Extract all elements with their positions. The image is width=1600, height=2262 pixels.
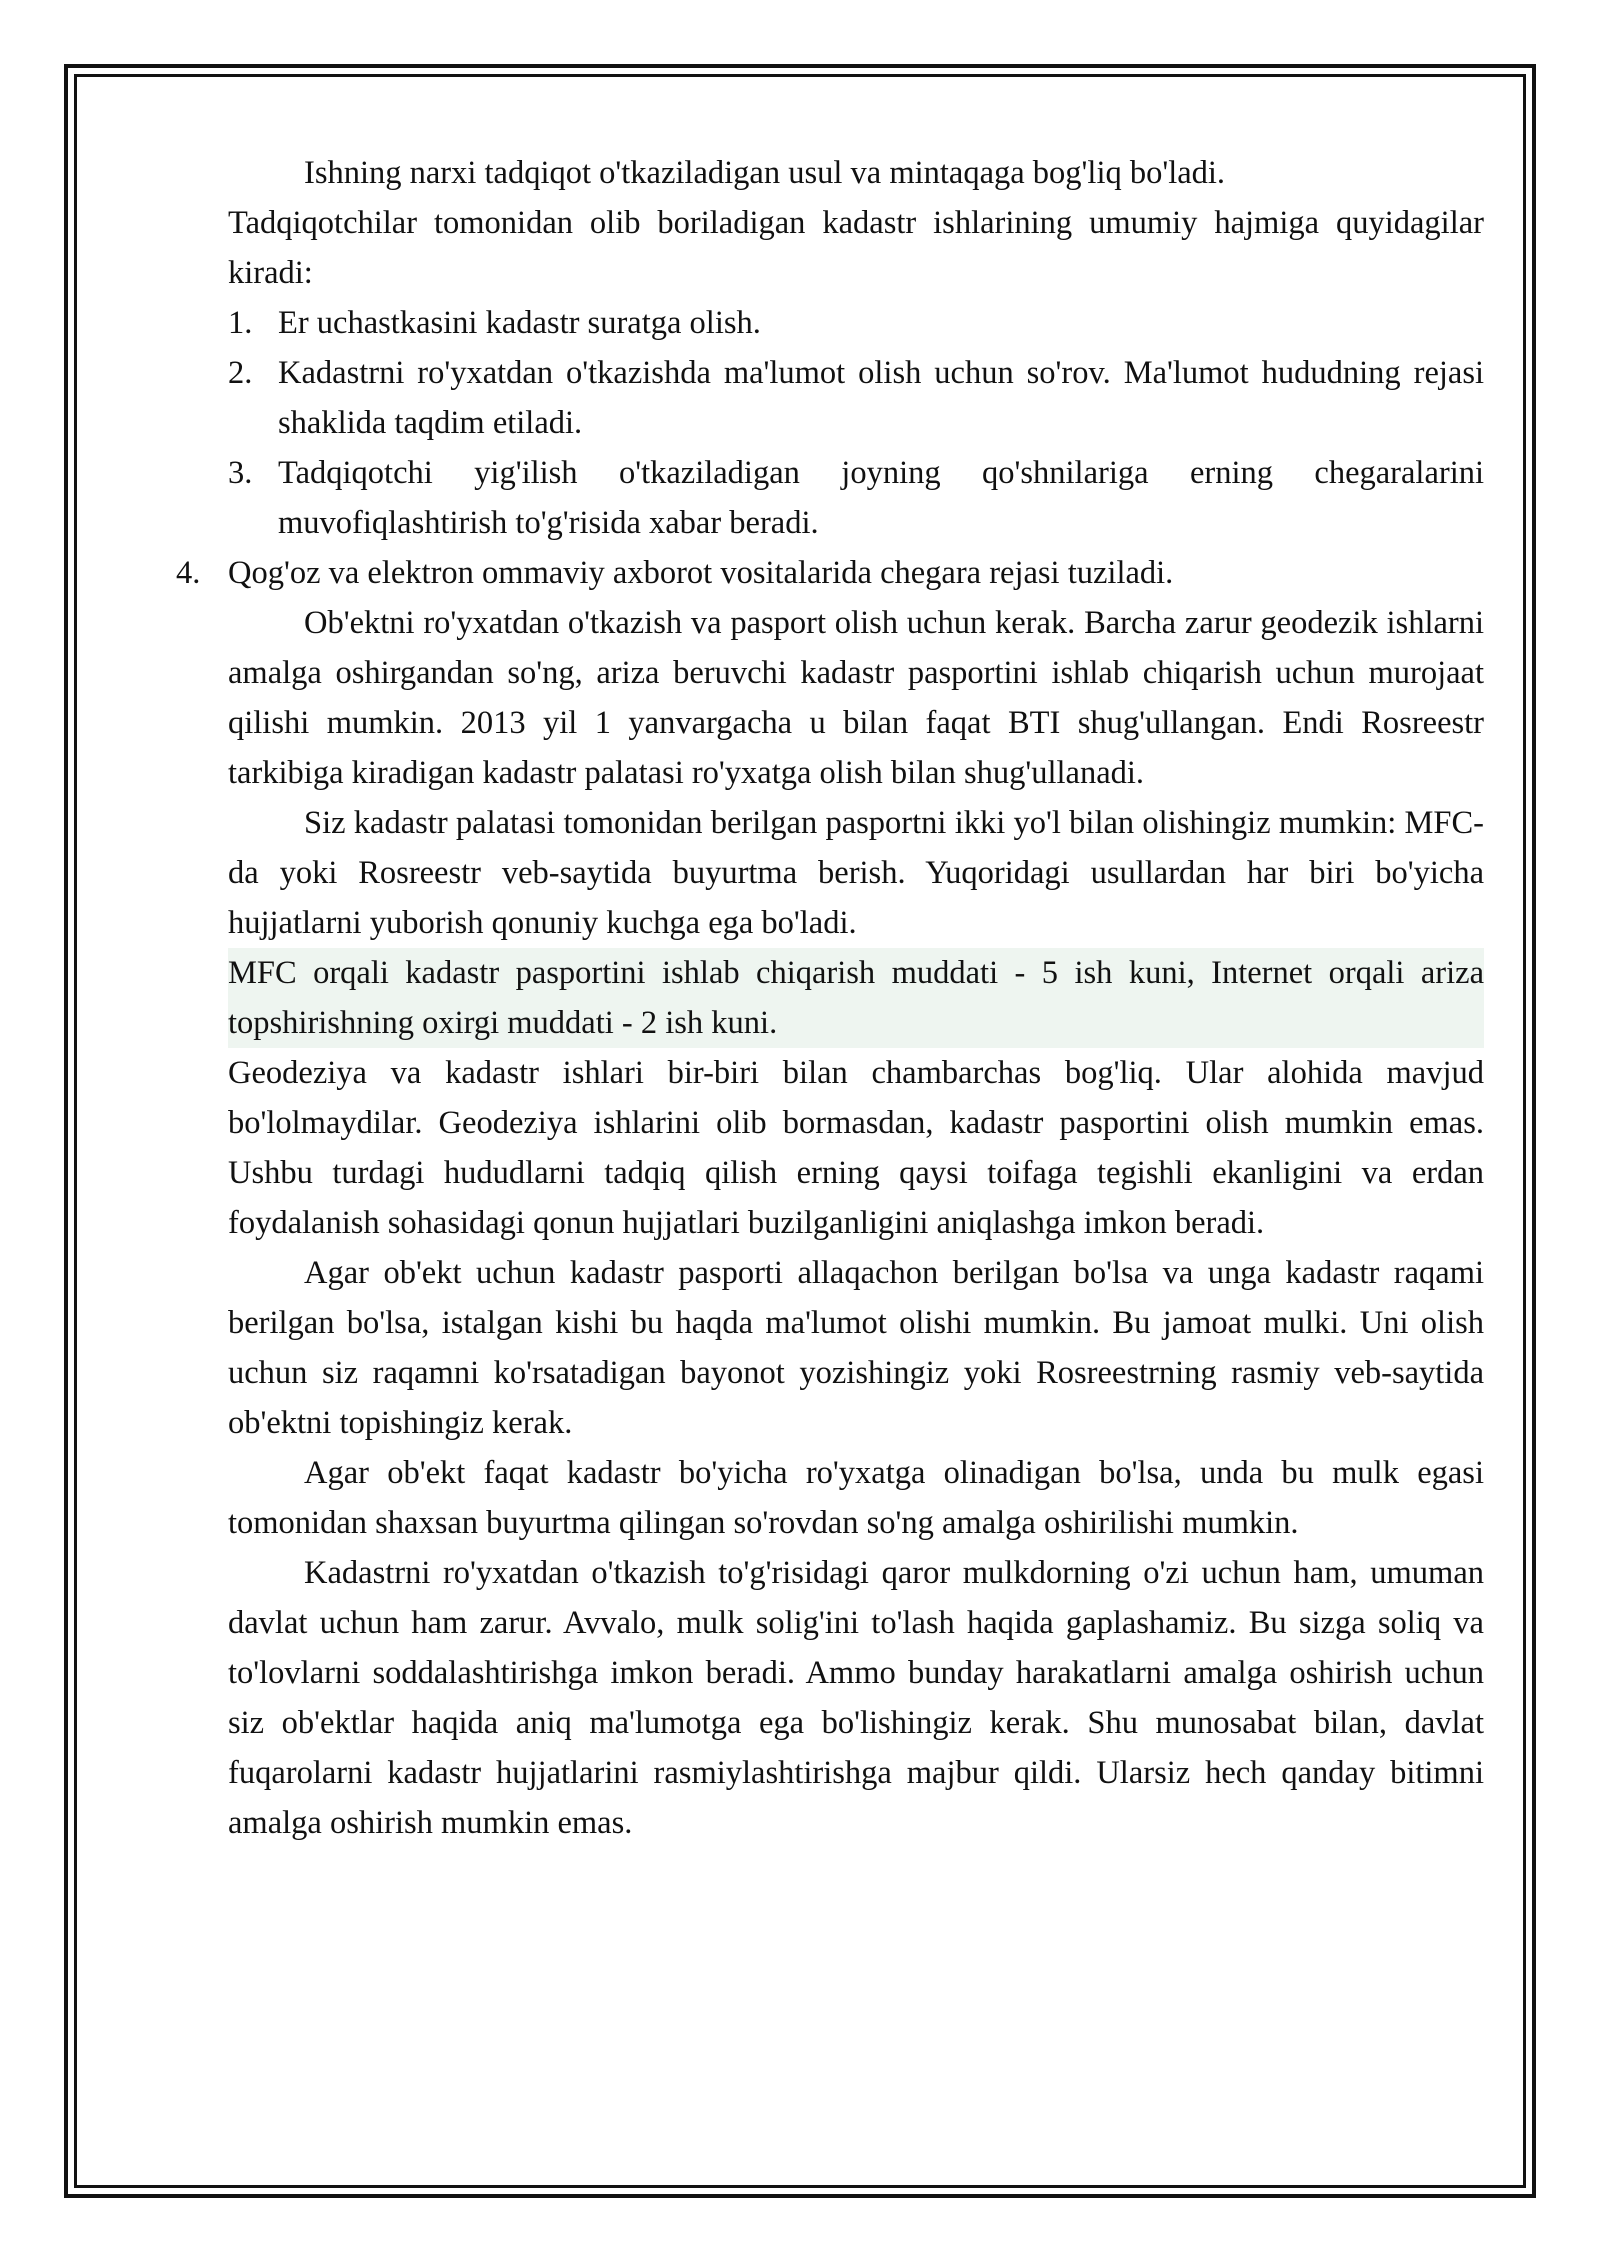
work-list-continued xyxy=(176,548,1484,598)
paragraph-two-ways: Siz kadastr palatasi tomonidan berilgan pasportni ikki yo'l bilan olishingiz mumkin: MFC-da yoki Rosreestr veb-saytida buyurtma berish. Yuqoridagi usullardan har biri bo'yicha hujjatlarni yuborish qonuniy kuchga ega bo'ladi. xyxy=(228,805,1484,941)
list-item-number: 3. xyxy=(228,455,253,491)
paragraph-deadline: MFC orqali kadastr pasportini ishlab chiqarish muddati - 5 ish kuni, Internet orqali ariza topshirishning oxirgi muddati - 2 ish kuni. xyxy=(228,948,1484,1048)
list-item-number: 2. xyxy=(228,355,253,391)
list-item xyxy=(228,298,1484,348)
paragraph-public-info: Agar ob'ekt uchun kadastr pasporti allaqachon berilgan bo'lsa va unga kadastr raqami berilgan bo'lsa, istalgan kishi bu haqda ma'lumot olishi mumkin. Bu jamoat mulki. Uni olish uchun siz raqamni ko'rsatadigan bayonot yozishingiz yoki Rosreestrning rasmiy veb-saytida ob'ektni topishingiz kerak. xyxy=(228,1255,1484,1441)
list-item xyxy=(176,548,1484,598)
paragraph-passport: Ob'ektni ro'yxatdan o'tkazish va pasport olish uchun kerak. Barcha zarur geodezik ishlarni amalga oshirgandan so'ng, ariza beruvchi kadastr pasportini ishlab chiqarish uchun murojaat qilishi mumkin. 2013 yil 1 yanvargacha u bilan faqat BTI shug'ullangan. Endi Rosreestr tarkibiga kiradigan kadastr palatasi ro'yxatga olish bilan shug'ullanadi. xyxy=(228,605,1484,791)
list-item-text: Tadqiqotchi yig'ilish o'tkaziladigan joyning qo'shnilariga erning chegaralarini muvofiqlashtirish to'g'risida xabar beradi. xyxy=(278,455,1484,541)
work-list xyxy=(228,298,1484,548)
intro-sentence: Ishning narxi tadqiqot o'tkaziladigan usul va mintaqaga bog'liq bo'ladi. xyxy=(304,155,1226,191)
list-item xyxy=(228,348,1484,448)
intro-lead: Tadqiqotchilar tomonidan olib boriladigan kadastr ishlarining umumiy hajmiga quyidagilar kiradi: xyxy=(228,205,1484,291)
list-item-text: Kadastrni ro'yxatdan o'tkazishda ma'lumot olish uchun so'rov. Ma'lumot hududning rejasi shaklida taqdim etiladi. xyxy=(278,355,1484,441)
paragraph-owner: Agar ob'ekt faqat kadastr bo'yicha ro'yxatga olinadigan bo'lsa, unda bu mulk egasi tomonidan shaxsan buyurtma qilingan so'rovdan so'ng amalga oshirilishi mumkin. xyxy=(228,1455,1484,1541)
document-body xyxy=(176,148,1484,1848)
list-item xyxy=(228,448,1484,548)
list-item-text: Er uchastkasini kadastr suratga olish. xyxy=(278,305,761,341)
list-item-number: 4. xyxy=(176,555,201,591)
list-item-text: Qog'oz va elektron ommaviy axborot vositalarida chegara rejasi tuziladi. xyxy=(228,555,1174,591)
paragraph-geodesy: Geodeziya va kadastr ishlari bir-biri bilan chambarchas bog'liq. Ular alohida mavjud bo'lolmaydilar. Geodeziya ishlarini olib bormasdan, kadastr pasportini olish mumkin emas. Ushbu turdagi hududlarni tadqiq qilish erning qaysi toifaga tegishli ekanligini va erdan foydalanish sohasidagi qonun hujjatlari buzilganligini aniqlashga imkon beradi. xyxy=(228,1055,1484,1241)
list-item-number: 1. xyxy=(228,305,253,341)
paragraph-decision: Kadastrni ro'yxatdan o'tkazish to'g'risidagi qaror mulkdorning o'zi uchun ham, umuman davlat uchun ham zarur. Avvalo, mulk solig'ini to'lash haqida gaplashamiz. Bu sizga soliq va to'lovlarni soddalashtirishga imkon beradi. Ammo bunday harakatlarni amalga oshirish uchun siz ob'ektlar haqida aniq ma'lumotga ega bo'lishingiz kerak. Shu munosabat bilan, davlat fuqarolarni kadastr hujjatlarini rasmiylashtirishga majbur qildi. Ularsiz hech qanday bitimni amalga oshirish mumkin emas. xyxy=(228,1555,1484,1841)
